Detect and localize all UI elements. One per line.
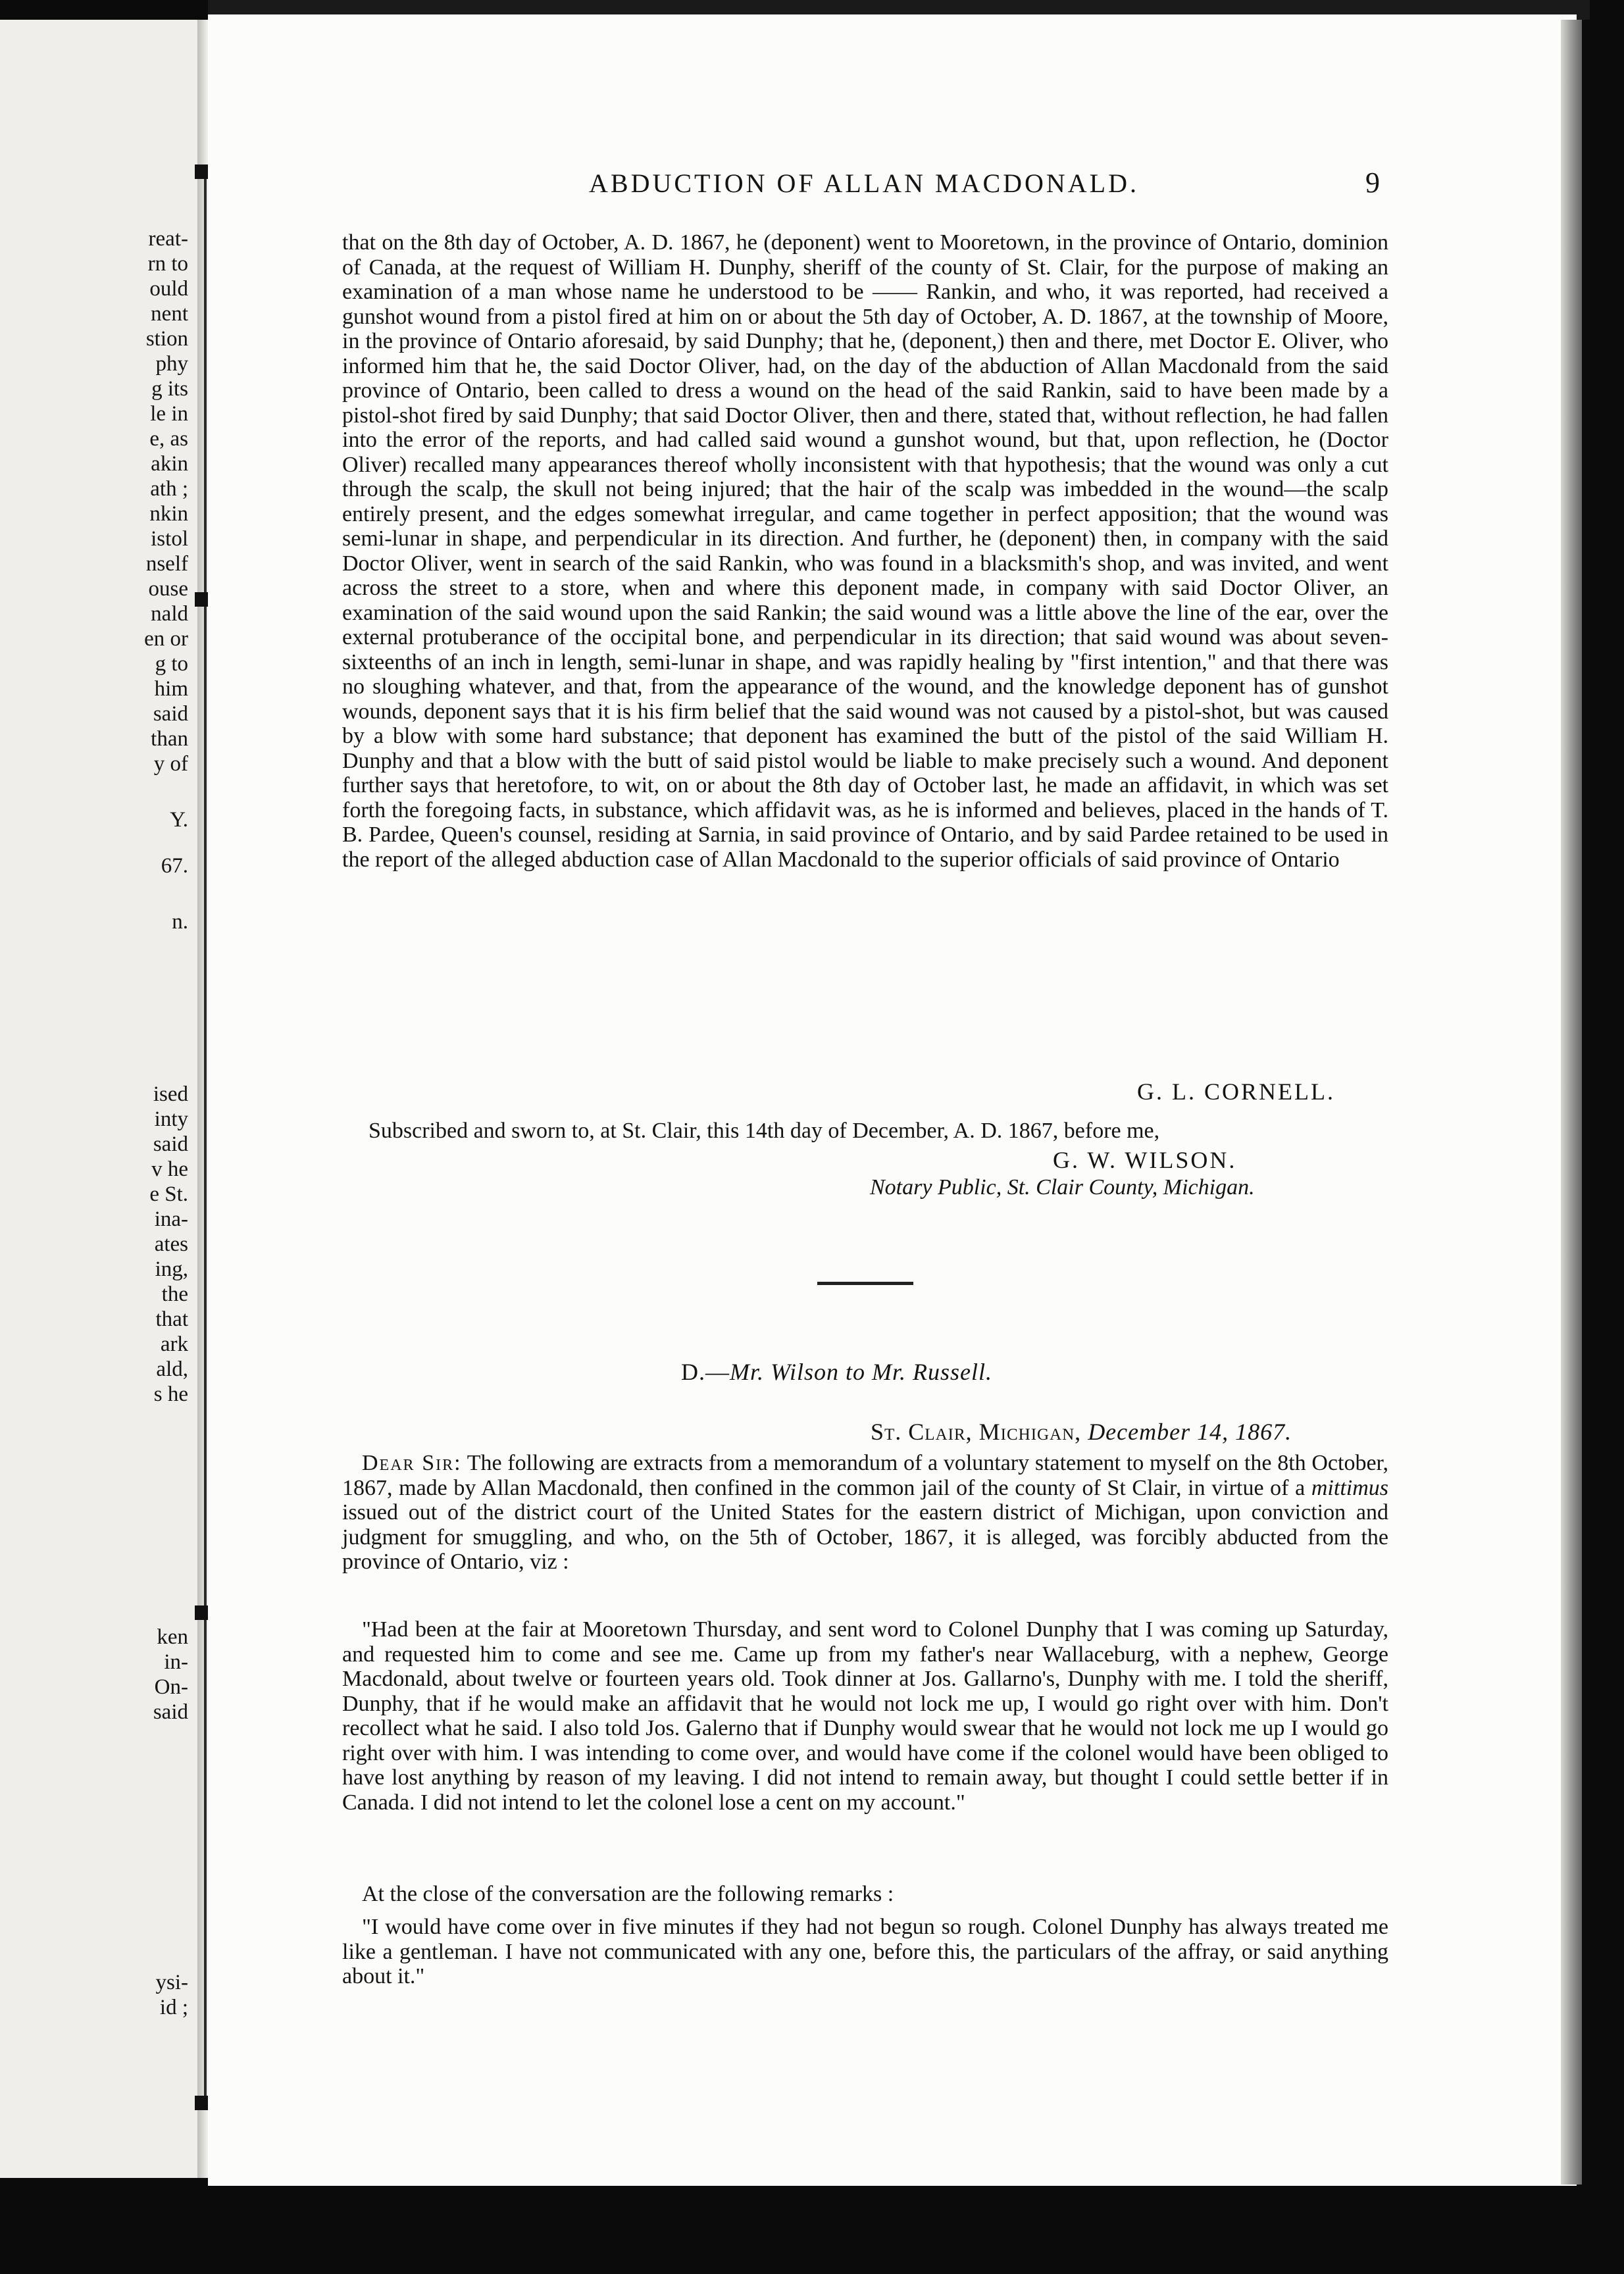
left-page-text-fragment: e, as [149, 427, 188, 451]
left-page-text-fragment: reat- [148, 227, 188, 251]
left-page-text-fragment: phy [155, 352, 188, 376]
affidavit-signature: G. L. CORNELL. [1137, 1078, 1335, 1105]
left-page-text-fragment: said [153, 1700, 188, 1724]
letter-intro [342, 1451, 1388, 1575]
left-page-text-fragment: in- [164, 1650, 188, 1674]
left-page-text-fragment: g to [155, 652, 188, 676]
quoted-remarks [342, 1915, 1388, 1989]
left-page-text-fragment: ark [160, 1332, 188, 1356]
dateline-place: St. Clair, Michigan, [871, 1419, 1082, 1445]
left-page-text-fragment: s he [153, 1382, 188, 1406]
letter-heading-prefix: D.— [681, 1359, 730, 1385]
left-page-text-fragment: ould [149, 277, 188, 301]
affidavit-body [342, 230, 1388, 872]
left-page-text-fragment: n. [172, 910, 188, 934]
remarks-intro: At the close of the conversation are the following remarks : [362, 1882, 894, 1906]
left-page-text-fragment: him [154, 677, 188, 701]
left-page-text-fragment: ing, [155, 1257, 188, 1281]
left-page-text-fragment: said [153, 702, 188, 726]
notary-title: Notary Public, St. Clair County, Michigan. [870, 1175, 1255, 1200]
left-page-text-fragment: ina- [154, 1207, 188, 1231]
left-page-text-fragment: 67. [161, 854, 188, 878]
left-page-text-fragment: g its [151, 377, 188, 401]
left-page-text-fragment: e St. [149, 1182, 188, 1206]
salutation: Dear Sir: [362, 1451, 462, 1475]
dateline-date: December 14, 1867. [1088, 1419, 1292, 1445]
left-page-text-fragment: istol [151, 527, 188, 551]
left-page-text-fragment: that [155, 1307, 188, 1331]
left-page-text-fragment: On- [154, 1675, 188, 1699]
left-page-text-fragment: ates [154, 1232, 188, 1256]
left-page-text-fragment: akin [151, 452, 188, 476]
quoted-statement [342, 1617, 1388, 1815]
letter-heading [681, 1358, 992, 1386]
left-page-text-fragment: id ; [159, 1996, 188, 2019]
left-page-text-fragment: le in [150, 402, 188, 426]
left-page-text-fragment: ald, [156, 1357, 188, 1381]
left-page-text-fragment: nself [145, 552, 188, 576]
page-edge [1561, 20, 1582, 2185]
left-page-text-fragment: ouse [148, 577, 188, 601]
spine-line [204, 164, 207, 2106]
left-page-text-fragment: inty [154, 1107, 188, 1131]
left-page-text-fragment: than [151, 727, 188, 751]
intro-text-after: issued out of the district court of the United States for the eastern district of Michigan, upon conviction and judgment for smuggling, and who, on the 5th of October, 1867, it is alleged, was forcibly abducted from the province of Ontario, viz : [342, 1500, 1388, 1574]
intro-text-before: The following are extracts from a memorandum of a voluntary statement to myself on the 8th October, 1867, made by Allan Macdonald, then confined in the common jail of the county of St Clair, in virtue of a [342, 1451, 1388, 1500]
left-page-text-fragment: nkin [149, 502, 188, 526]
left-page-text-fragment: Y. [170, 808, 188, 832]
left-page-text-fragment: said [153, 1132, 188, 1156]
running-head: ABDUCTION OF ALLAN MACDONALD. [589, 168, 1139, 198]
quote-paragraph: "Had been at the fair at Mooretown Thursday, and sent word to Colonel Dunphy that I was coming up Saturday, and requested him to come and see me. Came up from my father's near Wallaceburg, with a nephew, George Macdonald, about twelve or fourteen years old. Took dinner at Jos. Gallarno's, Dunphy with me. I told the sheriff, Dunphy, that if he would make an affidavit that he would not lock me up, I would go right over with him. Don't recollect what he said. I also told Jos. Galerno that if Dunphy would swear that he would not lock me up I would go right over with him. I was intending to come over, and would have come if the colonel would have been obliged to have lost anything by reason of my leaving. I did not intend to remain away, but thought I could settle better if in Canada. I did not intend to let the colonel lose a cent on my account." [342, 1617, 1388, 1815]
left-page-fragment [0, 20, 197, 2178]
left-page-text-fragment: nald [151, 602, 188, 626]
left-page-text-fragment: ken [157, 1625, 188, 1649]
notary-name: G. W. WILSON. [1053, 1147, 1237, 1173]
section-divider [817, 1282, 913, 1285]
letter-heading-title: Mr. Wilson to Mr. Russell. [730, 1359, 993, 1385]
page-number: 9 [1365, 166, 1380, 199]
left-page-text-fragment: rn to [147, 252, 188, 276]
left-page-text-fragment: v he [151, 1157, 188, 1181]
left-page-text-fragment: ised [153, 1082, 188, 1106]
left-page-text-fragment: the [161, 1282, 188, 1306]
letter-dateline [871, 1418, 1292, 1446]
jurat-subscribed: Subscribed and sworn to, at St. Clair, this 14th day of December, A. D. 1867, before me, [368, 1119, 1160, 1143]
intro-italic-term: mittimus [1311, 1475, 1388, 1500]
left-page-text-fragment: nent [151, 302, 188, 326]
affidavit-paragraph: that on the 8th day of October, A. D. 1867, he (deponent) went to Mooretown, in the province of Ontario, dominion of Canada, at the request of William H. Dunphy, sheriff of the county of St. Clair, for the purpose of making an examination of a man whose name he understood to be —— Rankin, and who, it was reported, had received a gunshot wound from a pistol fired at him on or about the 5th day of October, A. D. 1867, at the township of Moore, in the province of Ontario aforesaid, by said Dunphy; that he, (deponent,) then and there, met Doctor E. Oliver, who informed him that he, the said Doctor Oliver, had, on the day of the abduction of Allan Macdonald from the said province of Ontario, been called to dress a wound on the head of the said Rankin, said to have been made by a pistol-shot fired by said Dunphy; that said Doctor Oliver, then and there, stated that, without reflection, he had fallen into the error of the reports, and had called said wound a gunshot wound, but that, upon reflection, he (Doctor Oliver) recalled many appearances thereof wholly inconsistent with that hypothesis; that the wound was only a cut through the scalp, the skull not being injured; that the hair of the scalp was imbedded in the wound—the scalp entirely present, and the edges somewhat irregular, and came together in perfect apposition; that the wound was semi-lunar in shape, and perpendicular in its direction. And further, he (deponent) then, in company with the said Doctor Oliver, went in search of the said Rankin, who was found in a blacksmith's shop, and was invited, and went across the street to a store, when and where this deponent made, in company with said Doctor Oliver, an examination of the said wound upon the said Rankin; the said wound was a little above the line of the ear, over the external protuberance of the occipital bone, and perpendicular in its direction; that said wound was about seven-sixteenths of an inch in length, semi-lunar in shape, and was rapidly healing by "first intention," and that there was no sloughing whatever, and that, from the appearance of the wound, and the knowledge deponent has of gunshot wounds, deponent says that it is his firm belief that the said wound was not caused by a pistol-shot, but was caused by a blow with some hard substance; that deponent has examined the butt of the pistol of the said William H. Dunphy and that a blow with the butt of said pistol would be liable to make precisely such a wound. And deponent further says that heretofore, to wit, on or about the 8th day of October last, he made an affidavit, in which was set forth the foregoing facts, in substance, which affidavit was, as he is informed and believes, placed in the hands of T. B. Pardee, Queen's counsel, residing at Sarnia, in said province of Ontario, and by said Pardee retained to be used in the report of the alleged abduction case of Allan Macdonald to the superior officials of said province of Ontario [342, 230, 1388, 872]
left-page-text-fragment: ysi- [155, 1971, 188, 1994]
left-page-text-fragment: stion [145, 327, 188, 351]
left-page-text-fragment: y of [153, 752, 188, 776]
left-page-text-fragment: ath ; [150, 477, 188, 501]
quote-paragraph: "I would have come over in five minutes if they had not begun so rough. Colonel Dunphy has always treated me like a gentleman. I have not communicated with any one, before this, the particulars of the affray, or said anything about it." [342, 1915, 1388, 1988]
left-page-text-fragment: en or [144, 627, 188, 651]
